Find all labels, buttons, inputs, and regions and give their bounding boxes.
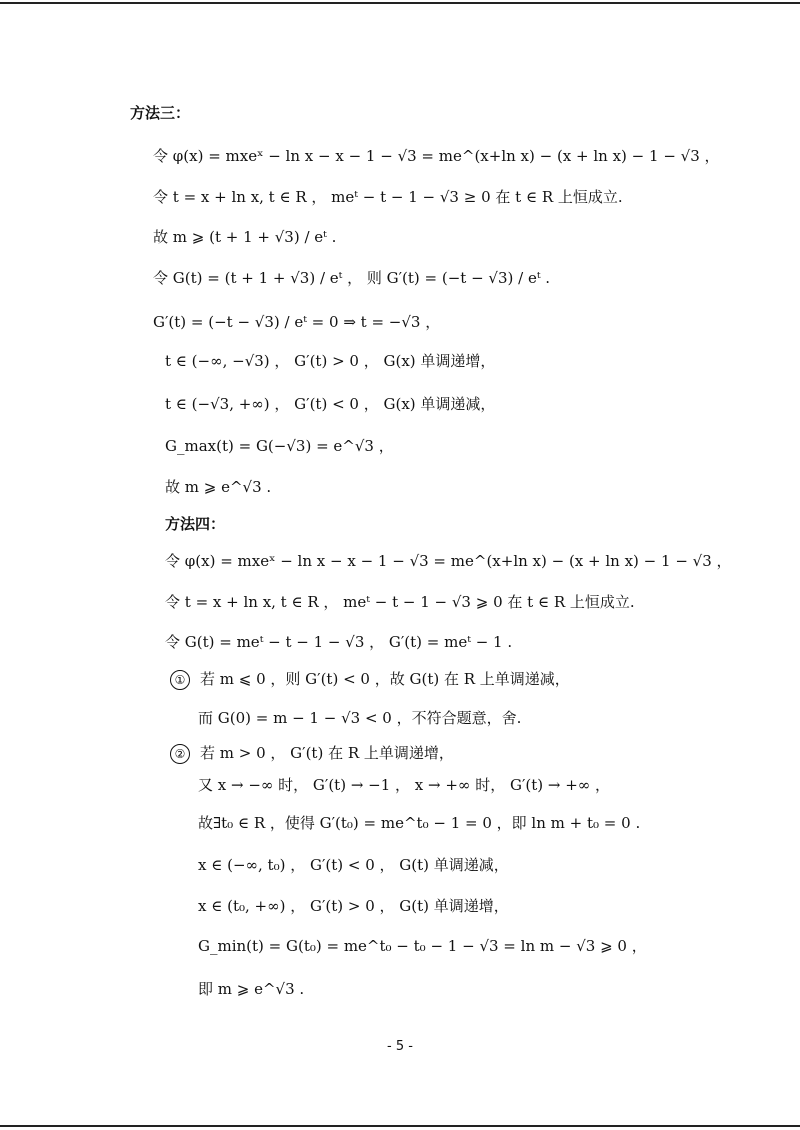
method4-line: 令 φ(x) = mxeˣ − ln x − x − 1 − √3 = me^(x+ln x) − (x + ln x) − 1 − √3 ， bbox=[165, 552, 732, 570]
method4-line: 令 t = x + ln x, t ∈ R ， meᵗ − t − 1 − √3 ⩾ 0 在 t ∈ R 上恒成立. bbox=[165, 593, 635, 611]
case-2-line bbox=[170, 743, 454, 764]
case-2-line: 即 m ⩾ e^√3 . bbox=[198, 980, 305, 998]
case-2-line: x ∈ (−∞, t₀) ， G′(t) < 0 ， G(t) 单调递减， bbox=[198, 856, 509, 874]
case-1-line bbox=[170, 669, 570, 690]
method3-line: G′(t) = (−t − √3) / eᵗ = 0 ⇒ t = −√3 ， bbox=[153, 313, 441, 331]
case-1-marker: ① bbox=[170, 670, 190, 690]
case-2-marker: ② bbox=[170, 744, 190, 764]
method3-line: t ∈ (−√3, +∞) ， G′(t) < 0 ， G(x) 单调递减， bbox=[165, 395, 496, 413]
case-2-line: 又 x → −∞ 时， G′(t) → −1 ， x → +∞ 时， G′(t) → +∞ ， bbox=[198, 776, 611, 794]
method3-line: 令 G(t) = (t + 1 + √3) / eᵗ ， 则 G′(t) = (−t − √3) / eᵗ . bbox=[153, 269, 551, 287]
bottom-border bbox=[0, 1125, 800, 1127]
method3-line: 故 m ⩾ (t + 1 + √3) / eᵗ . bbox=[153, 228, 337, 246]
case-1-line: 而 G(0) = m − 1 − √3 < 0 ，不符合题意，舍. bbox=[198, 709, 522, 727]
case-1-text: 若 m ⩽ 0 ，则 G′(t) < 0 ，故 G(t) 在 R 上单调递减， bbox=[200, 670, 570, 688]
method3-line: 故 m ⩾ e^√3 . bbox=[165, 478, 272, 496]
case-2-line: 故∃t₀ ∈ R ，使得 G′(t₀) = me^t₀ − 1 = 0 ，即 ln m + t₀ = 0 . bbox=[198, 814, 641, 832]
method3-line: t ∈ (−∞, −√3) ， G′(t) > 0 ， G(x) 单调递增， bbox=[165, 352, 496, 370]
method4-line: 令 G(t) = meᵗ − t − 1 − √3 ， G′(t) = meᵗ − 1 . bbox=[165, 633, 513, 651]
method3-line: 令 φ(x) = mxeˣ − ln x − x − 1 − √3 = me^(x+ln x) − (x + ln x) − 1 − √3 ， bbox=[153, 147, 720, 165]
page-number: - 5 - bbox=[387, 1039, 413, 1054]
method3-heading: 方法三： bbox=[130, 104, 191, 122]
method3-line: G_max(t) = G(−√3) = e^√3 ， bbox=[165, 437, 394, 455]
method3-line: 令 t = x + ln x, t ∈ R ， meᵗ − t − 1 − √3 ≥ 0 在 t ∈ R 上恒成立. bbox=[153, 188, 623, 206]
case-2-line: x ∈ (t₀, +∞) ， G′(t) > 0 ， G(t) 单调递增， bbox=[198, 897, 509, 915]
method4-heading: 方法四： bbox=[165, 515, 226, 533]
case-2-text: 若 m > 0 ， G′(t) 在 R 上单调递增， bbox=[200, 744, 454, 762]
case-2-line: G_min(t) = G(t₀) = me^t₀ − t₀ − 1 − √3 = ln m − √3 ⩾ 0 ， bbox=[198, 937, 647, 955]
